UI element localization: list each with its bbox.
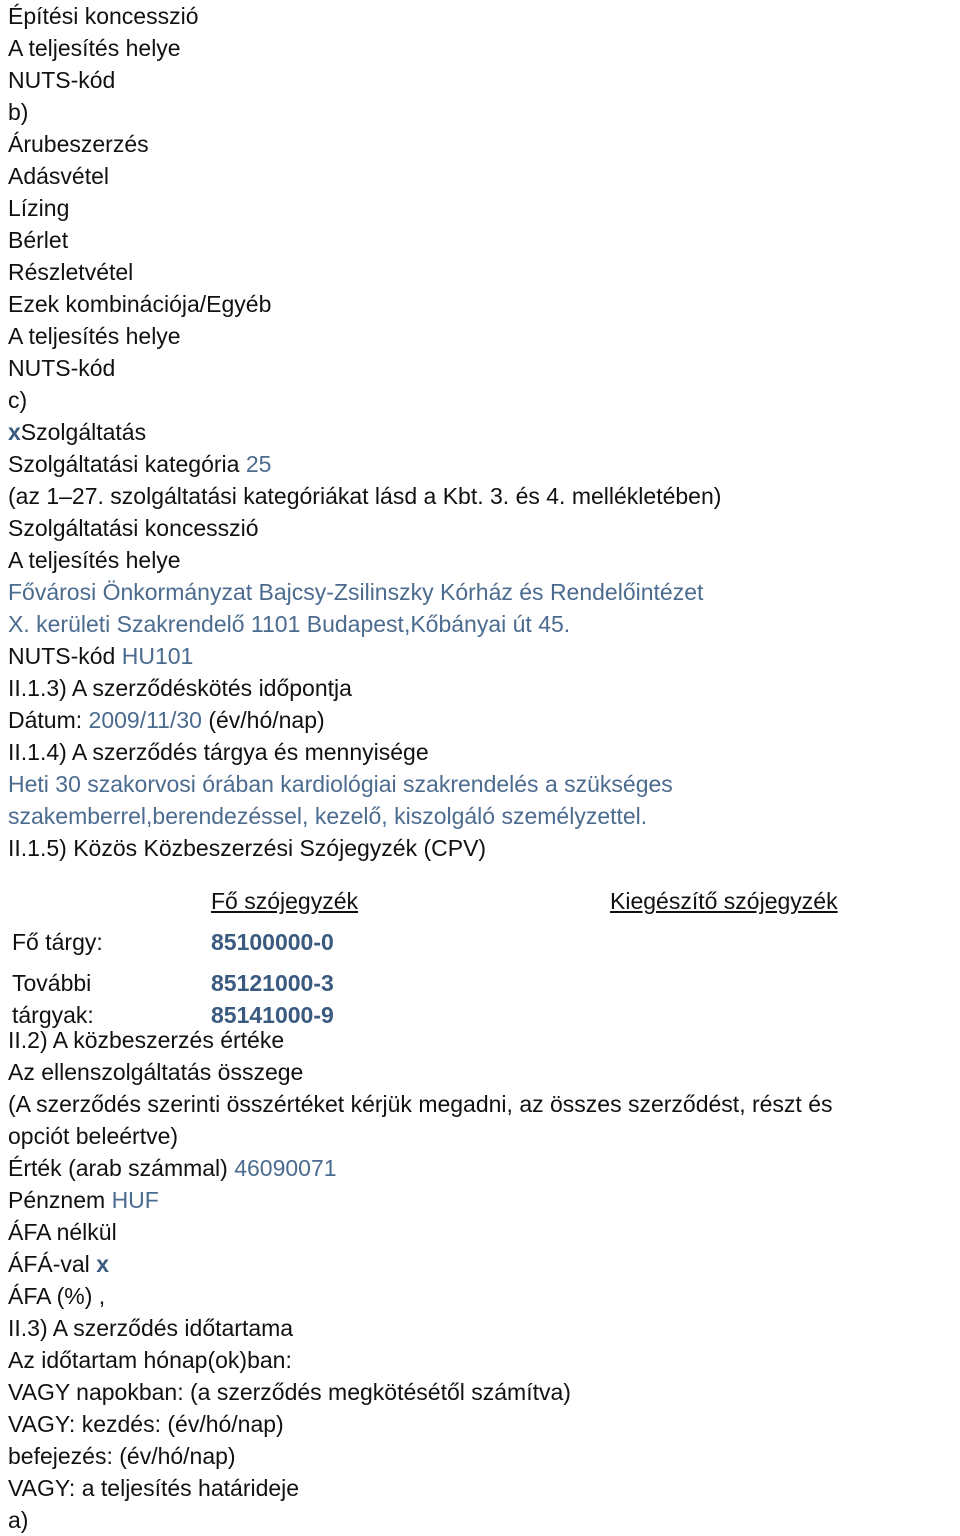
cpv-main-code: 85100000-0 xyxy=(211,929,334,955)
text-line: Bérlet xyxy=(8,227,69,253)
currency-line xyxy=(8,1184,960,1216)
text-line: Részletvétel xyxy=(8,259,134,285)
section-heading-113: II.1.3) A szerződéskötés időpontja xyxy=(8,675,352,701)
text-line: a) xyxy=(8,1507,29,1533)
text-line: Az időtartam hónap(ok)ban: xyxy=(8,1347,292,1373)
section-heading-12: II.2) A közbeszerzés értéke xyxy=(8,1027,285,1053)
category-value: 25 xyxy=(245,451,272,477)
nuts-line xyxy=(8,640,960,672)
text-line: Árubeszerzés xyxy=(8,131,149,157)
text-line: A teljesítés helye xyxy=(8,547,181,573)
text-line: b) xyxy=(8,99,29,125)
service-line xyxy=(8,416,960,448)
cpv-header-supplementary: Kiegészítő szójegyzék xyxy=(610,888,838,914)
category-label: Szolgáltatási kategória xyxy=(8,451,240,477)
date-line xyxy=(8,704,960,736)
currency-value: HUF xyxy=(111,1187,159,1213)
text-line: NUTS-kód xyxy=(8,67,116,93)
text-line: Lízing xyxy=(8,195,70,221)
vat-included-mark: x xyxy=(96,1251,109,1277)
text-line: Szolgáltatási koncesszió xyxy=(8,515,259,541)
section-heading-114: II.1.4) A szerződés tárgya és mennyisége xyxy=(8,739,429,765)
category-line xyxy=(8,448,960,480)
service-label: Szolgáltatás xyxy=(20,419,147,445)
place-line-1: Fővárosi Önkormányzat Bajcsy-Zsilinszky Kórház és Rendelőintézet xyxy=(8,579,704,605)
currency-label: Pénznem xyxy=(8,1187,106,1213)
cpv-main-label: Fő tárgy: xyxy=(12,929,103,955)
section-heading-115: II.1.5) Közös Közbeszerzési Szójegyzék (CPV) xyxy=(8,835,487,861)
value-note-1: (A szerződés szerinti összértéket kérjük megadni, az összes szerződést, részt és xyxy=(8,1091,833,1117)
vat-included-label: ÁFÁ-val xyxy=(8,1251,90,1277)
date-format: (év/hó/nap) xyxy=(208,707,325,733)
date-label: Dátum: xyxy=(8,707,83,733)
vat-included-line xyxy=(8,1248,960,1280)
text-line: VAGY: a teljesítés határideje xyxy=(8,1475,300,1501)
service-mark: x xyxy=(8,419,21,445)
text-line: NUTS-kód xyxy=(8,355,116,381)
cpv-more-label-1: További xyxy=(12,970,92,996)
text-line: Adásvétel xyxy=(8,163,110,189)
cpv-table xyxy=(8,864,960,1028)
nuts-value: HU101 xyxy=(121,643,194,669)
text-line: befejezés: (év/hó/nap) xyxy=(8,1443,236,1469)
text-line: VAGY: kezdés: (év/hó/nap) xyxy=(8,1411,284,1437)
cpv-more-code: 85121000-3 xyxy=(211,970,334,996)
text-line: A teljesítés helye xyxy=(8,35,181,61)
value-label: Érték (arab számmal) xyxy=(8,1155,228,1181)
subject-text-2: szakemberrel,berendezéssel, kezelő, kiszolgáló személyzettel. xyxy=(8,803,648,829)
vat-percent: ÁFA (%) , xyxy=(8,1283,106,1309)
text-line: Ezek kombinációja/Egyéb xyxy=(8,291,272,317)
value-amount: 46090071 xyxy=(234,1155,337,1181)
section-heading-13: II.3) A szerződés időtartama xyxy=(8,1315,294,1341)
subject-text-1: Heti 30 szakorvosi órában kardiológiai szakrendelés a szükséges xyxy=(8,771,673,797)
sum-label: Az ellenszolgáltatás összege xyxy=(8,1059,304,1085)
value-line xyxy=(8,1152,960,1184)
place-line-2: X. kerületi Szakrendelő 1101 Budapest,Kőbányai út 45. xyxy=(8,611,571,637)
text-line: c) xyxy=(8,387,28,413)
text-line: A teljesítés helye xyxy=(8,323,181,349)
vat-excluded: ÁFA nélkül xyxy=(8,1219,117,1245)
cpv-more-code: 85141000-9 xyxy=(211,1002,334,1028)
cpv-more-label-2: tárgyak: xyxy=(12,1002,94,1028)
cpv-header-main: Fő szójegyzék xyxy=(211,888,359,914)
document-page xyxy=(8,0,960,1536)
nuts-label: NUTS-kód xyxy=(8,643,116,669)
text-line: Építési koncesszió xyxy=(8,3,199,29)
text-line: VAGY napokban: (a szerződés megkötésétől számítva) xyxy=(8,1379,571,1405)
date-value: 2009/11/30 xyxy=(88,707,202,733)
category-note: (az 1–27. szolgáltatási kategóriákat lásd a Kbt. 3. és 4. mellékletében) xyxy=(8,483,722,509)
value-note-2: opciót beleértve) xyxy=(8,1123,179,1149)
